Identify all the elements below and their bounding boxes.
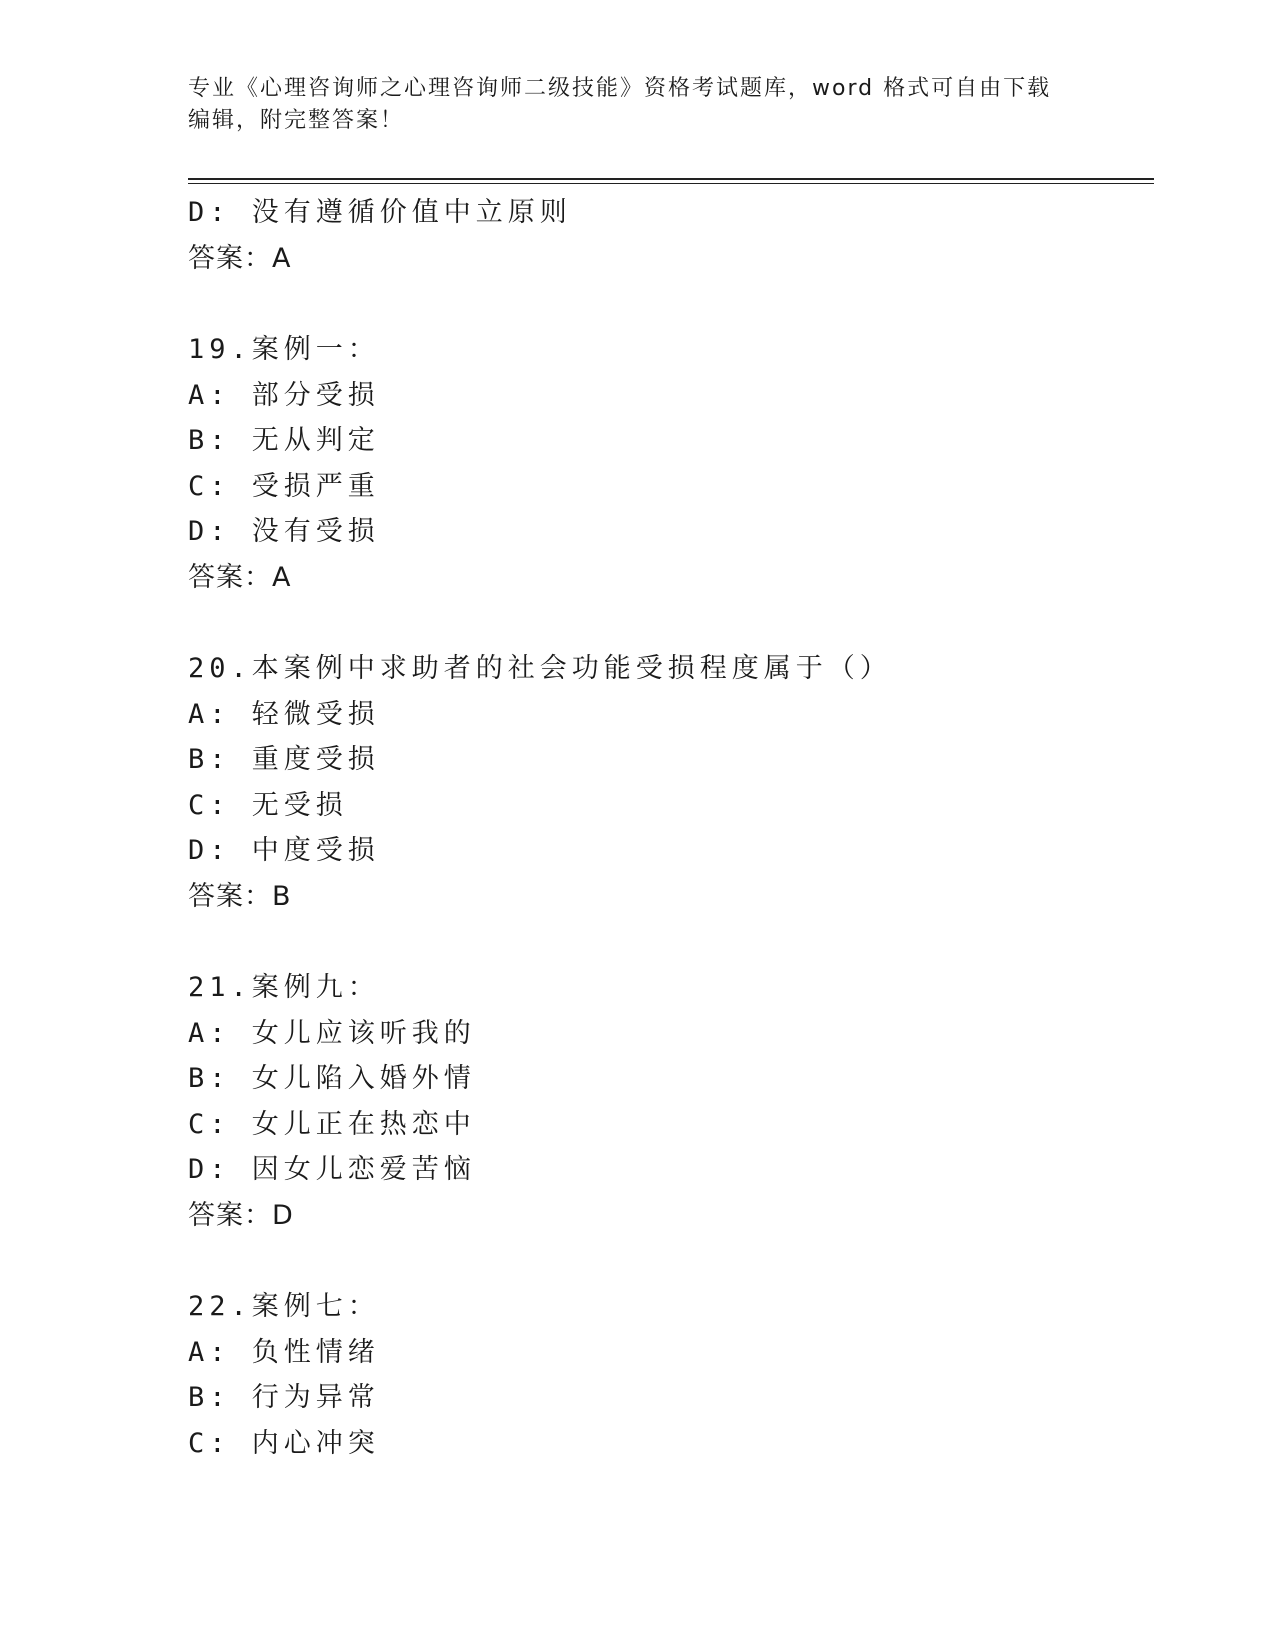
question-22 [188, 1284, 1148, 1466]
header-line-2: 编辑，附完整答案！ [188, 108, 405, 133]
spacer [188, 919, 1148, 965]
answer: 答案：B [188, 880, 292, 912]
option-c: C: 受损严重 [188, 470, 380, 502]
option-a: A: 部分受损 [188, 379, 380, 411]
question-stem: 19.案例一： [188, 334, 380, 365]
header-line-1: 专业《心理咨询师之心理咨询师二级技能》资格考试题库，word 格式可自由下载 [188, 76, 1052, 101]
option-b: B: 行为异常 [188, 1382, 380, 1413]
spacer [188, 281, 1148, 327]
option-c: C: 无受损 [188, 789, 348, 821]
question-stem: 22.案例七： [188, 1291, 380, 1322]
answer: 答案：D [188, 1199, 294, 1231]
question-21 [188, 965, 1148, 1238]
question-stem: 20.本案例中求助者的社会功能受损程度属于（） [188, 653, 892, 684]
option-a: A: 轻微受损 [188, 698, 380, 730]
question-list [188, 190, 1148, 1466]
header-divider-thick [188, 178, 1154, 180]
spacer [188, 1238, 1148, 1284]
option-d: D: 因女儿恋爱苦恼 [188, 1154, 476, 1185]
option-a: A: 负性情绪 [188, 1336, 380, 1368]
option-d: D: 没有遵循价值中立原则 [188, 197, 572, 228]
option-b: B: 女儿陷入婚外情 [188, 1063, 476, 1094]
option-d: D: 没有受损 [188, 516, 380, 547]
question-stem: 21.案例九： [188, 972, 380, 1003]
header-divider-thin [188, 183, 1154, 184]
option-b: B: 重度受损 [188, 744, 380, 775]
question-20 [188, 646, 1148, 919]
answer: 答案：A [188, 242, 292, 274]
question-19 [188, 327, 1148, 600]
option-b: B: 无从判定 [188, 425, 380, 456]
answer: 答案：A [188, 561, 292, 593]
document-header [188, 73, 1088, 137]
spacer [188, 600, 1148, 646]
option-d: D: 中度受损 [188, 835, 380, 866]
option-c: C: 内心冲突 [188, 1427, 380, 1459]
option-c: C: 女儿正在热恋中 [188, 1108, 476, 1140]
option-a: A: 女儿应该听我的 [188, 1017, 476, 1049]
